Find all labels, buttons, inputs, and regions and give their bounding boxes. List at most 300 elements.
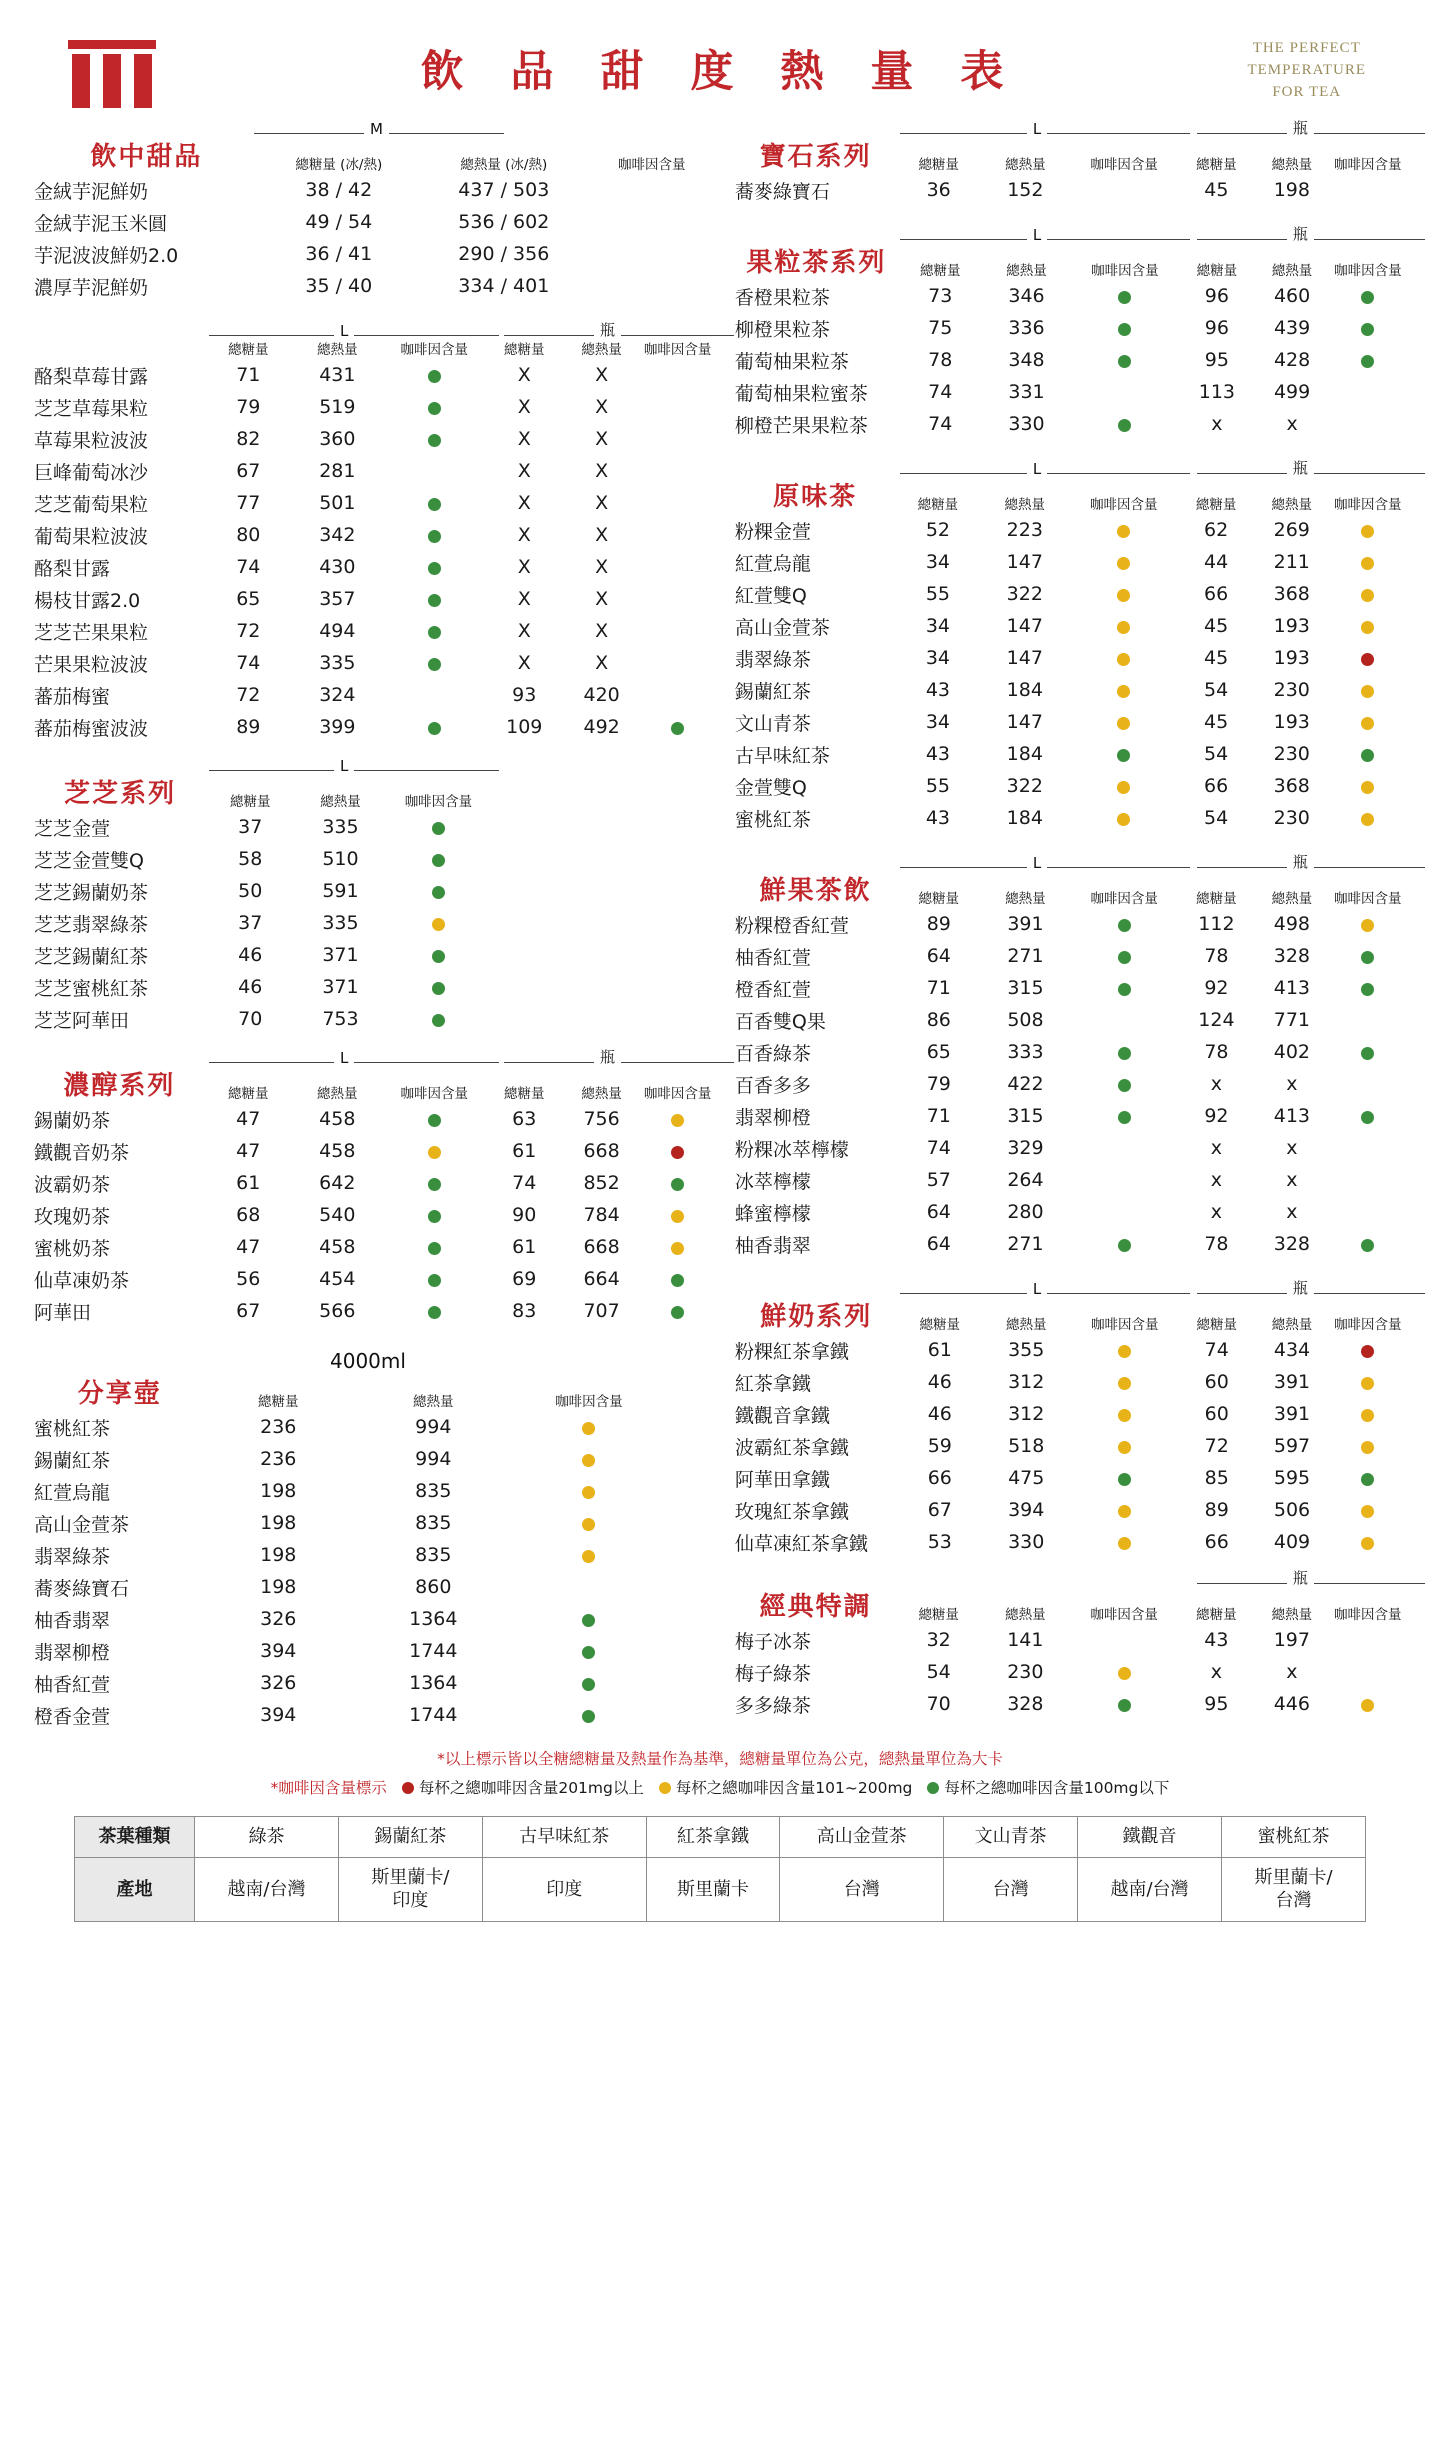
item-calorie-bottle: X bbox=[595, 460, 609, 482]
caffeine-indicator bbox=[1070, 1494, 1179, 1526]
col-caffeine-l: 咖啡因含量 bbox=[1091, 263, 1159, 279]
section-title: 鮮奶系列 bbox=[760, 1302, 873, 1332]
item-calorie: 1744 bbox=[409, 1704, 458, 1726]
item-name: 百香綠茶 bbox=[734, 1042, 811, 1065]
caffeine-indicator bbox=[1070, 908, 1179, 940]
caffeine-dot-icon bbox=[671, 1178, 684, 1191]
caffeine-indicator bbox=[516, 1603, 662, 1635]
caffeine-dot-icon bbox=[1118, 1239, 1131, 1252]
caffeine-dot-icon bbox=[1117, 525, 1130, 538]
caffeine-indicator bbox=[1330, 376, 1406, 408]
item-calorie-l: 566 bbox=[319, 1300, 356, 1322]
caffeine-indicator bbox=[1069, 770, 1178, 802]
item-sugar-bottle: 63 bbox=[512, 1108, 537, 1130]
item-name: 錫蘭紅茶 bbox=[34, 1449, 111, 1472]
item-calorie-bottle: x bbox=[1286, 1201, 1298, 1223]
item-name: 冰萃檸檬 bbox=[734, 1170, 811, 1193]
item-sugar-l: 53 bbox=[927, 1531, 952, 1553]
table-row bbox=[34, 1539, 715, 1571]
item-name: 柚香紅萱 bbox=[734, 946, 811, 969]
item-sugar-l: 47 bbox=[236, 1140, 261, 1162]
caffeine-indicator bbox=[1069, 802, 1178, 834]
caffeine-dot-icon bbox=[1361, 1047, 1374, 1060]
caffeine-indicator bbox=[383, 359, 486, 391]
table-header-row bbox=[735, 476, 1406, 514]
table-row bbox=[34, 1003, 715, 1035]
table-row bbox=[735, 1366, 1406, 1398]
caffeine-indicator bbox=[1330, 908, 1406, 940]
table-row bbox=[735, 610, 1406, 642]
col-caffeine-l: 咖啡因含量 bbox=[1089, 497, 1158, 513]
item-calorie-bottle: 668 bbox=[583, 1236, 620, 1258]
caffeine-indicator bbox=[1071, 408, 1180, 440]
caffeine-indicator bbox=[640, 1199, 715, 1231]
caffeine-dot-icon bbox=[432, 1014, 445, 1027]
caffeine-indicator bbox=[1330, 706, 1406, 738]
item-calorie-l: 280 bbox=[1007, 1201, 1044, 1223]
caffeine-indicator bbox=[1070, 1526, 1179, 1558]
caffeine-dot-icon bbox=[582, 1646, 595, 1659]
caffeine-dot-icon bbox=[1118, 291, 1131, 304]
table-row bbox=[735, 376, 1406, 408]
caffeine-indicator bbox=[1071, 280, 1180, 312]
item-calorie: 994 bbox=[415, 1416, 452, 1438]
caffeine-indicator bbox=[1330, 1398, 1406, 1430]
caffeine-dot-icon bbox=[428, 562, 441, 575]
caffeine-indicator bbox=[1330, 578, 1406, 610]
caffeine-indicator bbox=[1070, 1366, 1179, 1398]
item-sugar-bottle: 96 bbox=[1204, 317, 1229, 339]
item-sugar-l: 70 bbox=[926, 1693, 951, 1715]
table-row bbox=[735, 1656, 1406, 1688]
table-row bbox=[735, 1494, 1406, 1526]
item-sugar-l: 64 bbox=[926, 945, 951, 967]
item-calorie-l: 330 bbox=[1008, 1531, 1045, 1553]
item-sugar-l: 68 bbox=[236, 1204, 261, 1226]
legend-red-dot-icon bbox=[402, 1782, 414, 1794]
table-row bbox=[735, 344, 1406, 376]
table-header-row bbox=[735, 1296, 1406, 1334]
caffeine-indicator bbox=[1071, 344, 1180, 376]
caffeine-indicator bbox=[1330, 1196, 1406, 1228]
col-calorie-bottle: 總熱量 bbox=[1271, 1607, 1313, 1623]
caffeine-indicator bbox=[1330, 174, 1406, 206]
item-sugar-bottle: x bbox=[1210, 1201, 1223, 1223]
item-calorie-l: 312 bbox=[1008, 1371, 1045, 1393]
item-calorie-bottle: 193 bbox=[1273, 711, 1310, 733]
spacer-cell bbox=[490, 843, 715, 875]
col-calorie-l: 總熱量 bbox=[1005, 1607, 1046, 1623]
caffeine-dot-icon bbox=[1361, 1377, 1374, 1390]
item-sugar-bottle: X bbox=[517, 524, 531, 546]
table-row bbox=[34, 1443, 715, 1475]
item-name: 古早味紅茶 bbox=[734, 744, 830, 767]
caffeine-indicator bbox=[1070, 1462, 1179, 1494]
caffeine-indicator bbox=[383, 1167, 486, 1199]
spacer-cell bbox=[490, 939, 715, 971]
caffeine-indicator bbox=[640, 359, 715, 391]
origin-place-cell: 台灣 bbox=[944, 1858, 1078, 1922]
item-calorie: 994 bbox=[415, 1448, 452, 1470]
poster-header bbox=[34, 26, 1406, 118]
item-sugar-bottle: 54 bbox=[1204, 679, 1229, 701]
item-name: 芋泥波波鮮奶2.0 bbox=[34, 244, 179, 267]
table-row bbox=[34, 1603, 715, 1635]
caffeine-dot-icon bbox=[1361, 291, 1374, 304]
caffeine-dot-icon bbox=[432, 886, 445, 899]
item-name: 芝芝翡翠綠茶 bbox=[34, 913, 149, 936]
caffeine-dot-icon bbox=[428, 1178, 441, 1191]
item-sugar-bottle: x bbox=[1211, 413, 1223, 435]
caffeine-indicator bbox=[1069, 706, 1178, 738]
item-calorie-l: 333 bbox=[1007, 1041, 1044, 1063]
col-calorie-l: 總熱量 bbox=[317, 1086, 358, 1102]
item-sugar-bottle: 112 bbox=[1198, 913, 1235, 935]
item-calorie-l: 324 bbox=[319, 684, 356, 706]
item-sugar-l: 77 bbox=[236, 492, 261, 514]
caffeine-indicator bbox=[387, 1003, 490, 1035]
col-sugar: 總糖量 bbox=[257, 1394, 299, 1410]
page-title: 飲 品 甜 度 熱 量 表 bbox=[420, 47, 1020, 97]
caffeine-dot-icon bbox=[428, 402, 441, 415]
caffeine-dot-icon bbox=[1118, 1047, 1131, 1060]
item-calorie-bottle: 193 bbox=[1273, 647, 1310, 669]
caffeine-dot-icon bbox=[428, 1306, 441, 1319]
item-sugar-l: 43 bbox=[925, 679, 950, 701]
item-calorie-bottle: X bbox=[595, 492, 609, 514]
item-sugar-l: 80 bbox=[236, 524, 261, 546]
item-sugar-l: 34 bbox=[925, 711, 950, 733]
caffeine-indicator bbox=[387, 907, 490, 939]
item-calorie-l: 642 bbox=[319, 1172, 356, 1194]
item-sugar: 198 bbox=[260, 1480, 297, 1502]
table-header-row bbox=[735, 242, 1406, 280]
item-sugar-bottle: 60 bbox=[1204, 1403, 1229, 1425]
caffeine-dot-icon bbox=[1117, 717, 1130, 730]
caffeine-indicator bbox=[1069, 642, 1178, 674]
table-row bbox=[34, 519, 715, 551]
caffeine-dot-icon bbox=[1118, 1345, 1131, 1358]
item-name: 酪梨甘露 bbox=[34, 557, 111, 580]
original-tea-table bbox=[735, 476, 1406, 834]
item-calorie-l: 431 bbox=[319, 364, 356, 386]
caffeine-dot-icon bbox=[1361, 355, 1374, 368]
size-label-4000ml: 4000ml bbox=[324, 1349, 412, 1373]
table-row bbox=[34, 551, 715, 583]
caffeine-dot-icon bbox=[671, 1274, 684, 1287]
item-name: 玫瑰紅茶拿鐵 bbox=[734, 1500, 849, 1523]
caffeine-indicator bbox=[1070, 1334, 1179, 1366]
caffeine-dot-icon bbox=[671, 1114, 684, 1127]
origin-place-cell: 斯里蘭卡/ 印度 bbox=[338, 1858, 482, 1922]
item-calorie-bottle: 328 bbox=[1273, 945, 1310, 967]
origin-place-cell: 斯里蘭卡 bbox=[646, 1858, 780, 1922]
item-sugar-bottle: 69 bbox=[512, 1268, 537, 1290]
caffeine-indicator bbox=[516, 1635, 662, 1667]
caffeine-indicator bbox=[1330, 1068, 1406, 1100]
item-name: 橙香金萱 bbox=[34, 1705, 111, 1728]
size-label-bottle: 瓶 bbox=[594, 319, 621, 340]
item-caffeine bbox=[589, 174, 715, 206]
col-sugar-l: 總糖量 bbox=[919, 263, 961, 279]
item-sugar-bottle: 62 bbox=[1204, 519, 1229, 541]
item-sugar-l: 52 bbox=[925, 519, 950, 541]
col-calorie-l: 總熱量 bbox=[317, 342, 358, 358]
item-calorie-bottle: 328 bbox=[1273, 1233, 1310, 1255]
item-name: 蜜桃奶茶 bbox=[34, 1237, 111, 1260]
caffeine-dot-icon bbox=[671, 1306, 684, 1319]
item-calorie-bottle: 707 bbox=[583, 1300, 620, 1322]
section-title: 原味茶 bbox=[773, 482, 858, 512]
caffeine-indicator bbox=[1330, 674, 1406, 706]
item-calorie-bottle: X bbox=[595, 588, 609, 610]
item-sugar-l: 74 bbox=[236, 556, 261, 578]
caffeine-indicator bbox=[640, 1231, 715, 1263]
table-row bbox=[34, 1411, 715, 1443]
caffeine-dot-icon bbox=[1118, 419, 1131, 432]
col-sugar-l: 總糖量 bbox=[918, 157, 959, 173]
caffeine-indicator bbox=[383, 647, 486, 679]
origin-place-cell: 越南/台灣 bbox=[1078, 1858, 1222, 1922]
item-calorie-bottle: 230 bbox=[1273, 679, 1310, 701]
caffeine-dot-icon bbox=[1118, 1473, 1131, 1486]
item-name: 仙草凍奶茶 bbox=[34, 1269, 130, 1292]
item-name: 金絨芋泥鮮奶 bbox=[34, 180, 149, 203]
item-sugar-l: 47 bbox=[236, 1236, 261, 1258]
caffeine-indicator bbox=[640, 551, 715, 583]
item-sugar-l: 73 bbox=[928, 285, 953, 307]
col-sugar-l: 總糖量 bbox=[918, 1607, 959, 1623]
item-sugar-bottle: x bbox=[1210, 1169, 1223, 1191]
item-sugar-l: 74 bbox=[928, 413, 953, 435]
item-calorie: 437 / 503 bbox=[458, 179, 550, 201]
caffeine-indicator bbox=[1071, 312, 1180, 344]
item-calorie-l: 430 bbox=[319, 556, 356, 578]
item-sugar-l: 89 bbox=[236, 716, 261, 738]
caffeine-dot-icon bbox=[582, 1518, 595, 1531]
item-sugar-l: 89 bbox=[926, 913, 951, 935]
item-sugar: 326 bbox=[260, 1608, 297, 1630]
item-name: 柚香紅萱 bbox=[34, 1673, 111, 1696]
item-calorie-l: 475 bbox=[1008, 1467, 1045, 1489]
item-calorie-l: 322 bbox=[1006, 775, 1043, 797]
item-calorie-l: 141 bbox=[1007, 1629, 1044, 1651]
col-caffeine-bottle: 咖啡因含量 bbox=[1334, 497, 1402, 513]
size-label-L: L bbox=[1027, 1280, 1047, 1298]
item-sugar: 326 bbox=[260, 1672, 297, 1694]
item-sugar-bottle: 74 bbox=[1204, 1339, 1229, 1361]
col-sugar-bottle: 總糖量 bbox=[503, 1086, 545, 1102]
item-sugar-l: 59 bbox=[927, 1435, 952, 1457]
item-sugar: 198 bbox=[260, 1544, 297, 1566]
item-sugar-l: 32 bbox=[926, 1629, 951, 1651]
caffeine-dot-icon bbox=[428, 1210, 441, 1223]
table-row bbox=[735, 770, 1406, 802]
brand-line-3: FOR TEA bbox=[1272, 83, 1342, 100]
table-row bbox=[34, 843, 715, 875]
item-sugar-l: 64 bbox=[926, 1201, 951, 1223]
origin-tea-cell: 古早味紅茶 bbox=[482, 1816, 646, 1858]
caffeine-indicator bbox=[1070, 1228, 1179, 1260]
table-row bbox=[735, 1462, 1406, 1494]
item-calorie-bottle: X bbox=[595, 396, 609, 418]
table-row bbox=[735, 1004, 1406, 1036]
caffeine-indicator bbox=[1070, 1132, 1179, 1164]
caffeine-dot-icon bbox=[432, 982, 445, 995]
caffeine-dot-icon bbox=[1118, 983, 1131, 996]
size-label-M: M bbox=[364, 120, 389, 138]
item-sugar-bottle: 54 bbox=[1204, 807, 1229, 829]
item-calorie: 835 bbox=[415, 1512, 452, 1534]
item-name: 葡萄柚果粒茶 bbox=[734, 350, 849, 373]
item-sugar-l: 43 bbox=[925, 743, 950, 765]
table-row bbox=[735, 1100, 1406, 1132]
item-name: 紅萱烏龍 bbox=[34, 1481, 111, 1504]
col-calorie-bottle: 總熱量 bbox=[1271, 891, 1313, 907]
caffeine-indicator bbox=[1069, 738, 1178, 770]
caffeine-indicator bbox=[1330, 1036, 1406, 1068]
col-caffeine-bottle: 咖啡因含量 bbox=[643, 1086, 712, 1102]
col-caffeine-bottle: 咖啡因含量 bbox=[1334, 1317, 1402, 1333]
item-sugar-bottle: X bbox=[517, 492, 531, 514]
caffeine-indicator bbox=[1070, 1398, 1179, 1430]
fresh-milk-table bbox=[735, 1296, 1406, 1558]
caffeine-indicator bbox=[640, 391, 715, 423]
item-calorie: 335 bbox=[322, 912, 359, 934]
item-sugar-l: 86 bbox=[926, 1009, 951, 1031]
item-name: 阿華田拿鐵 bbox=[734, 1468, 830, 1491]
item-calorie-l: 342 bbox=[319, 524, 356, 546]
item-name: 鐵觀音拿鐵 bbox=[734, 1404, 830, 1427]
item-sugar-bottle: 83 bbox=[512, 1300, 537, 1322]
item-sugar-bottle: 124 bbox=[1198, 1009, 1235, 1031]
caffeine-indicator bbox=[1330, 514, 1406, 546]
caffeine-indicator bbox=[1070, 940, 1179, 972]
item-sugar-bottle: 45 bbox=[1204, 615, 1229, 637]
item-sugar: 394 bbox=[260, 1704, 297, 1726]
item-calorie-bottle: 413 bbox=[1273, 977, 1310, 999]
section-fruit-tea bbox=[735, 224, 1406, 440]
item-calorie-l: 147 bbox=[1006, 615, 1043, 637]
item-name: 百香雙Q果 bbox=[734, 1010, 826, 1033]
section-fresh-milk bbox=[735, 1278, 1406, 1558]
item-sugar-bottle: X bbox=[517, 556, 531, 578]
spacer-cell bbox=[490, 907, 715, 939]
caffeine-indicator bbox=[1330, 1132, 1406, 1164]
item-calorie-bottle: x bbox=[1286, 1169, 1298, 1191]
caffeine-dot-icon bbox=[1118, 919, 1131, 932]
item-sugar-bottle: X bbox=[517, 396, 531, 418]
caffeine-dot-icon bbox=[1118, 1441, 1131, 1454]
origin-tea-cell: 文山青茶 bbox=[944, 1816, 1078, 1858]
caffeine-dot-icon bbox=[428, 658, 441, 671]
col-calorie-ice-hot: 總熱量 (冰/熱) bbox=[460, 157, 548, 173]
table-row bbox=[34, 423, 715, 455]
col-calorie-bottle: 總熱量 bbox=[1271, 1317, 1313, 1333]
caffeine-dot-icon bbox=[1361, 951, 1374, 964]
item-calorie-l: 315 bbox=[1007, 977, 1044, 999]
footnote-line-1: *以上標示皆以全糖總糖量及熱量作為基準，總糖量單位為公克，總熱量單位為大卡 bbox=[437, 1750, 1003, 1768]
item-sugar: 36 / 41 bbox=[305, 243, 373, 265]
item-sugar-l: 79 bbox=[236, 396, 261, 418]
item-name: 鐵觀音奶茶 bbox=[34, 1141, 130, 1164]
item-sugar-bottle: 74 bbox=[512, 1172, 537, 1194]
item-sugar-bottle: 60 bbox=[1204, 1371, 1229, 1393]
caffeine-dot-icon bbox=[1361, 781, 1374, 794]
caffeine-indicator bbox=[1069, 546, 1178, 578]
item-calorie: 1364 bbox=[409, 1672, 458, 1694]
item-calorie-l: 518 bbox=[1008, 1435, 1045, 1457]
size-label-L: L bbox=[1027, 120, 1047, 138]
caffeine-dot-icon bbox=[1118, 951, 1131, 964]
fruit-dessert-table bbox=[34, 338, 715, 743]
caffeine-indicator bbox=[1330, 940, 1406, 972]
table-row bbox=[735, 1132, 1406, 1164]
section-fresh-fruit bbox=[735, 852, 1406, 1260]
caffeine-dot-icon bbox=[1117, 557, 1130, 570]
caffeine-dot-icon bbox=[1117, 813, 1130, 826]
caffeine-indicator bbox=[387, 971, 490, 1003]
item-calorie-bottle: 420 bbox=[583, 684, 620, 706]
item-sugar-l: 54 bbox=[926, 1661, 951, 1683]
caffeine-indicator bbox=[1330, 408, 1406, 440]
item-calorie-l: 540 bbox=[319, 1204, 356, 1226]
origin-place-cell: 台灣 bbox=[780, 1858, 944, 1922]
item-sugar-bottle: 95 bbox=[1204, 1693, 1229, 1715]
item-calorie-bottle: 784 bbox=[583, 1204, 620, 1226]
col-sugar-ice-hot: 總糖量 (冰/熱) bbox=[295, 157, 383, 173]
caffeine-indicator bbox=[383, 1135, 486, 1167]
item-name: 楊枝甘露2.0 bbox=[34, 589, 141, 612]
spacer-cell bbox=[662, 1571, 715, 1603]
caffeine-dot-icon bbox=[1117, 653, 1130, 666]
caffeine-dot-icon bbox=[1118, 355, 1131, 368]
caffeine-dot-icon bbox=[1361, 919, 1374, 932]
col-sugar: 總糖量 bbox=[229, 794, 271, 810]
spacer-cell bbox=[662, 1699, 715, 1731]
caffeine-indicator bbox=[383, 1103, 486, 1135]
item-sugar-l: 34 bbox=[925, 615, 950, 637]
caffeine-dot-icon bbox=[1118, 1111, 1131, 1124]
item-sugar-bottle: 66 bbox=[1204, 1531, 1229, 1553]
item-calorie: 591 bbox=[322, 880, 359, 902]
caffeine-indicator bbox=[1330, 1228, 1406, 1260]
item-calorie-l: 184 bbox=[1006, 807, 1043, 829]
item-calorie-bottle: 446 bbox=[1273, 1693, 1310, 1715]
caffeine-indicator bbox=[1070, 1164, 1179, 1196]
item-calorie-l: 346 bbox=[1008, 285, 1045, 307]
caffeine-dot-icon bbox=[1361, 1111, 1374, 1124]
origin-tea-cell: 紅茶拿鐵 bbox=[646, 1816, 780, 1858]
item-name: 紅萱烏龍 bbox=[734, 552, 811, 575]
table-header-row bbox=[34, 338, 715, 359]
table-row bbox=[34, 487, 715, 519]
item-calorie-bottle: 664 bbox=[583, 1268, 620, 1290]
caffeine-indicator bbox=[1330, 1430, 1406, 1462]
item-calorie-l: 322 bbox=[1006, 583, 1043, 605]
item-sugar-bottle: X bbox=[517, 428, 531, 450]
col-calorie-l: 總熱量 bbox=[1006, 263, 1047, 279]
item-calorie-bottle: 409 bbox=[1273, 1531, 1311, 1553]
table-header-row bbox=[34, 1065, 715, 1103]
fruit-tea-table bbox=[735, 242, 1406, 440]
caffeine-dot-icon bbox=[1361, 589, 1374, 602]
item-calorie-l: 399 bbox=[319, 716, 356, 738]
caffeine-indicator bbox=[1070, 1004, 1179, 1036]
caffeine-dot-icon bbox=[582, 1550, 595, 1563]
caffeine-indicator bbox=[387, 875, 490, 907]
table-row bbox=[34, 1699, 715, 1731]
